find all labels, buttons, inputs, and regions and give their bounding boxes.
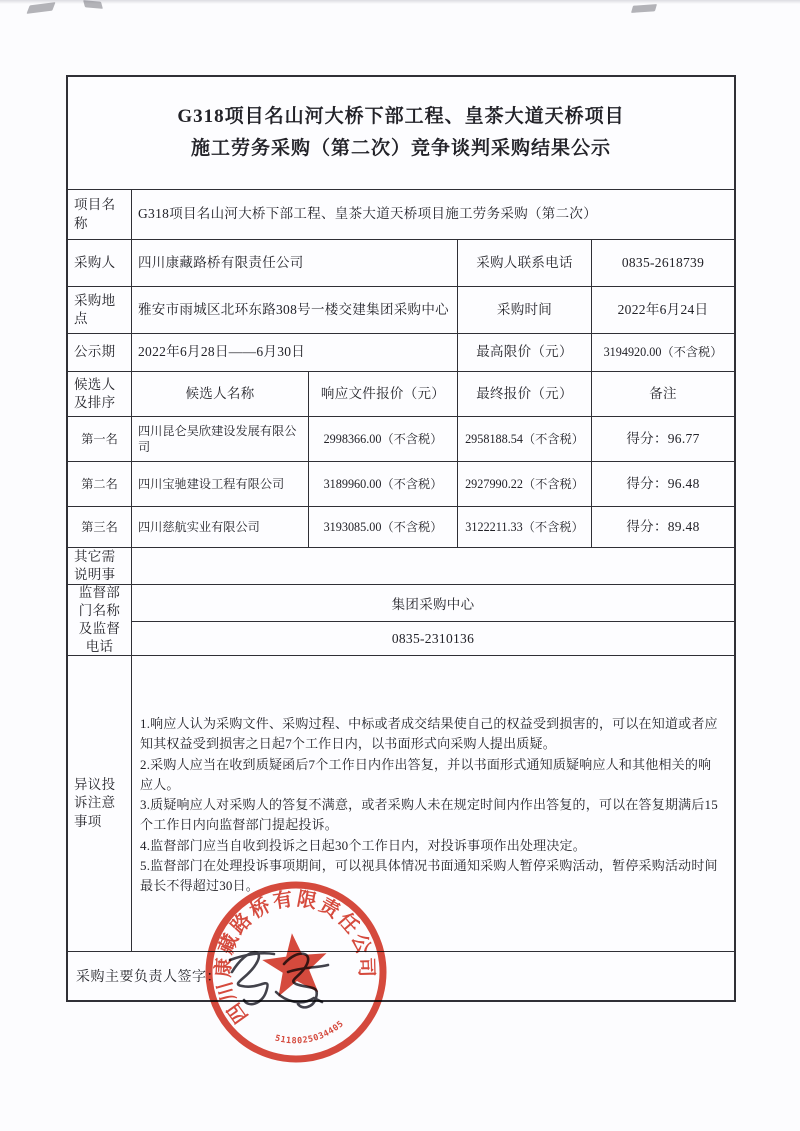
col-rank-header: 候选人及排序 xyxy=(68,372,132,416)
max-price-label: 最高限价（元） xyxy=(458,334,592,371)
publicity-period-label: 公示期 xyxy=(68,334,132,371)
location-label: 采购地点 xyxy=(68,287,132,333)
candidate-name: 四川昆仑昊欣建设发展有限公司 xyxy=(132,417,309,461)
row-signature xyxy=(68,952,734,1000)
candidate-remark: 得分：96.77 xyxy=(626,430,700,446)
objection-item-1: 1.响应人认为采购文件、采购过程、中标或者成交结果使自己的权益受到损害的，可以在知道或者应知其权益受到损害之日起7个工作日内，以书面形式向采购人提出质疑。 xyxy=(140,716,718,752)
row-objection-notes xyxy=(68,656,734,952)
col-bid-header: 响应文件报价（元） xyxy=(309,372,458,416)
candidates-header-row xyxy=(68,372,734,417)
row-project-name xyxy=(68,190,734,240)
candidate-rank: 第三名 xyxy=(68,507,132,547)
title-line-1: G318项目名山河大桥下部工程、皇茶大道天桥项目 xyxy=(177,105,625,127)
supervision-values xyxy=(132,585,734,655)
candidate-rank: 第一名 xyxy=(68,417,132,461)
scan-artifact-mark xyxy=(631,4,657,13)
row-supervision xyxy=(68,585,734,656)
candidate-final: 2958188.54（不含税） xyxy=(458,417,592,461)
candidate-row-1 xyxy=(68,417,734,462)
project-name-label: 项目名称 xyxy=(68,190,132,239)
candidate-bid: 2998366.00（不含税） xyxy=(309,417,458,461)
purchaser-label: 采购人 xyxy=(68,240,132,286)
purchase-time-label: 采购时间 xyxy=(458,287,592,333)
title-line-2: 施工劳务采购（第二次）竞争谈判采购结果公示 xyxy=(190,138,611,159)
document-title xyxy=(68,77,734,190)
publicity-period-value: 2022年6月28日——6月30日 xyxy=(132,334,458,371)
candidate-final: 2927990.22（不含税） xyxy=(458,462,592,506)
other-notes-label: 其它需说明事 xyxy=(68,548,132,584)
candidate-name: 四川慈航实业有限公司 xyxy=(132,507,309,547)
purchaser-phone-label: 采购人联系电话 xyxy=(458,240,592,286)
max-price-value: 3194920.00（不含税） xyxy=(603,345,723,360)
candidate-name: 四川宝驰建设工程有限公司 xyxy=(132,462,309,506)
candidate-final: 3122211.33（不含税） xyxy=(458,507,592,547)
svg-text:5118025034405 xyxy=(272,1018,348,1049)
candidate-row-3 xyxy=(68,507,734,548)
scan-artifact-mark xyxy=(83,0,103,9)
candidate-rank: 第二名 xyxy=(68,462,132,506)
supervision-phone: 0835-2310136 xyxy=(391,630,475,646)
procurement-result-table xyxy=(66,75,736,1002)
scan-edge-shadow xyxy=(0,0,800,4)
candidate-bid: 3189960.00（不含税） xyxy=(309,462,458,506)
row-other-notes xyxy=(68,548,734,585)
objection-item-3: 3.质疑响应人对采购人的答复不满意，或者采购人未在规定时间内作出答复的，可以在答复期满后15个工作日内向监督部门提起投诉。 xyxy=(140,797,718,833)
purchase-time-value: 2022年6月24日 xyxy=(617,301,709,317)
objection-item-5: 5.监督部门在处理投诉事项期间，可以视具体情况书面通知采购人暂停采购活动，暂停采购活动时间最长不得超过30日。 xyxy=(140,857,718,894)
row-location xyxy=(68,287,734,334)
seal-company-text: 四川康藏路桥有限责任公司 xyxy=(213,888,377,1027)
signature-label: 采购主要负责人签字： xyxy=(76,970,221,985)
col-final-header: 最终报价（元） xyxy=(458,372,592,416)
row-purchaser xyxy=(68,240,734,287)
objection-item-4: 4.监督部门应当自收到投诉之日起30个工作日内，对投诉事项作出处理决定。 xyxy=(140,837,586,853)
purchaser-value: 四川康藏路桥有限责任公司 xyxy=(132,240,458,286)
project-name-value: G318项目名山河大桥下部工程、皇茶大道天桥项目施工劳务采购（第二次） xyxy=(138,206,597,222)
supervision-label: 监督部门名称及监督电话 xyxy=(68,585,132,655)
col-remark-header: 备注 xyxy=(649,385,677,401)
objection-item-2: 2.采购人应当在收到质疑函后7个工作日内作出答复，并以书面形式通知质疑响应人和其他相关的响应人。 xyxy=(140,756,712,792)
candidate-remark: 得分：89.48 xyxy=(626,518,700,534)
supervision-department: 集团采购中心 xyxy=(132,585,734,622)
handwritten-signature xyxy=(218,940,350,1018)
location-value: 雅安市雨城区北环东路308号一楼交建集团采购中心 xyxy=(132,287,458,333)
seal-serial-number: 5118025034405 xyxy=(273,1019,347,1047)
col-name-header: 候选人名称 xyxy=(132,372,309,416)
candidate-bid: 3193085.00（不含税） xyxy=(309,507,458,547)
row-publicity-period xyxy=(68,334,734,372)
candidate-remark: 得分：96.48 xyxy=(626,475,700,491)
other-notes-value xyxy=(132,548,734,584)
candidate-row-2 xyxy=(68,462,734,507)
purchaser-phone-value: 0835-2618739 xyxy=(621,254,705,270)
objection-label: 异议投诉注意事项 xyxy=(68,656,132,951)
